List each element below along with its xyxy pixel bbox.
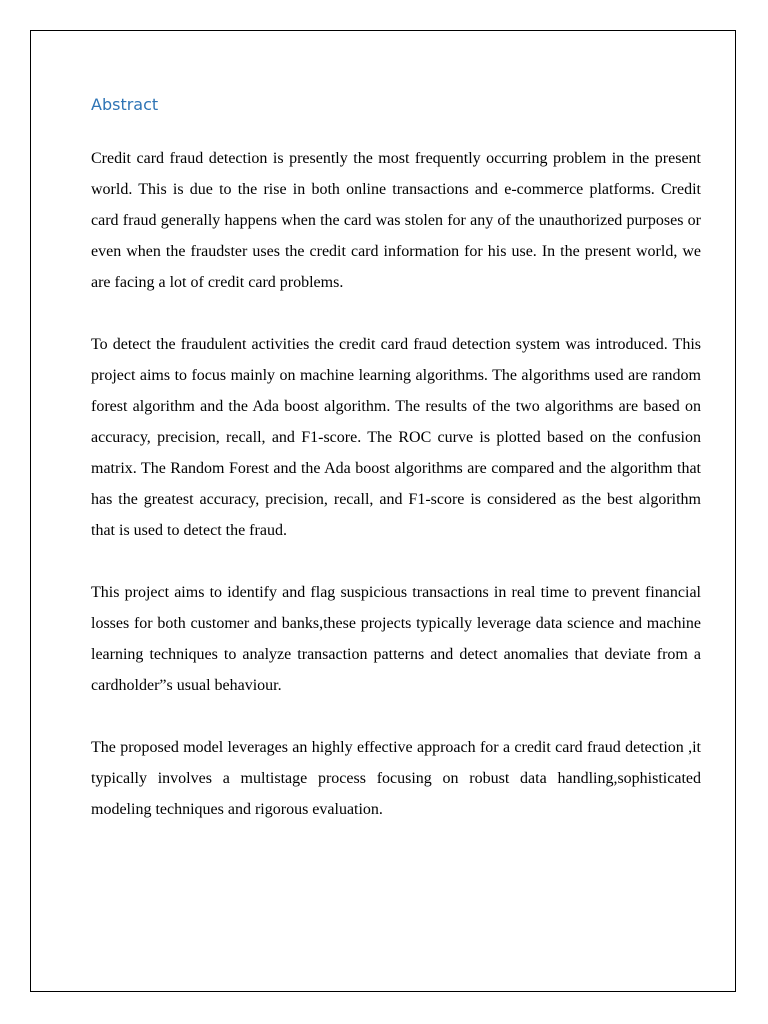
abstract-body [91,143,701,856]
paragraph-proposed-model: The proposed model leverages an highly effective approach for a credit card fraud detection ,it typically involves a multistage process focusing on robust data handling,sophisticated modeling techniques and rigorous evaluation. [91,739,701,818]
paragraph-intro: Credit card fraud detection is presently the most frequently occurring problem in the present world. This is due to the rise in both online transactions and e-commerce platforms. Credit card fraud generally happens when the card was stolen for any of the unauthorized purposes or even when the fraudster uses the credit card information for his use. In the present world, we are facing a lot of credit card problems. [91,150,701,291]
paragraph-aims: This project aims to identify and flag suspicious transactions in real time to prevent financial losses for both customer and banks,these projects typically leverage data science and machine learning techniques to analyze transaction patterns and detect anomalies that deviate from a cardholder”s usual behaviour. [91,584,701,694]
abstract-heading: Abstract [91,95,159,114]
paragraph-algorithms: To detect the fraudulent activities the credit card fraud detection system was introduced. This project aims to focus mainly on machine learning algorithms. The algorithms used are random forest algorithm and the Ada boost algorithm. The results of the two algorithms are based on accuracy, precision, recall, and F1-score. The ROC curve is plotted based on the confusion matrix. The Random Forest and the Ada boost algorithms are compared and the algorithm that has the greatest accuracy, precision, recall, and F1-score is considered as the best algorithm that is used to detect the fraud. [91,336,701,539]
